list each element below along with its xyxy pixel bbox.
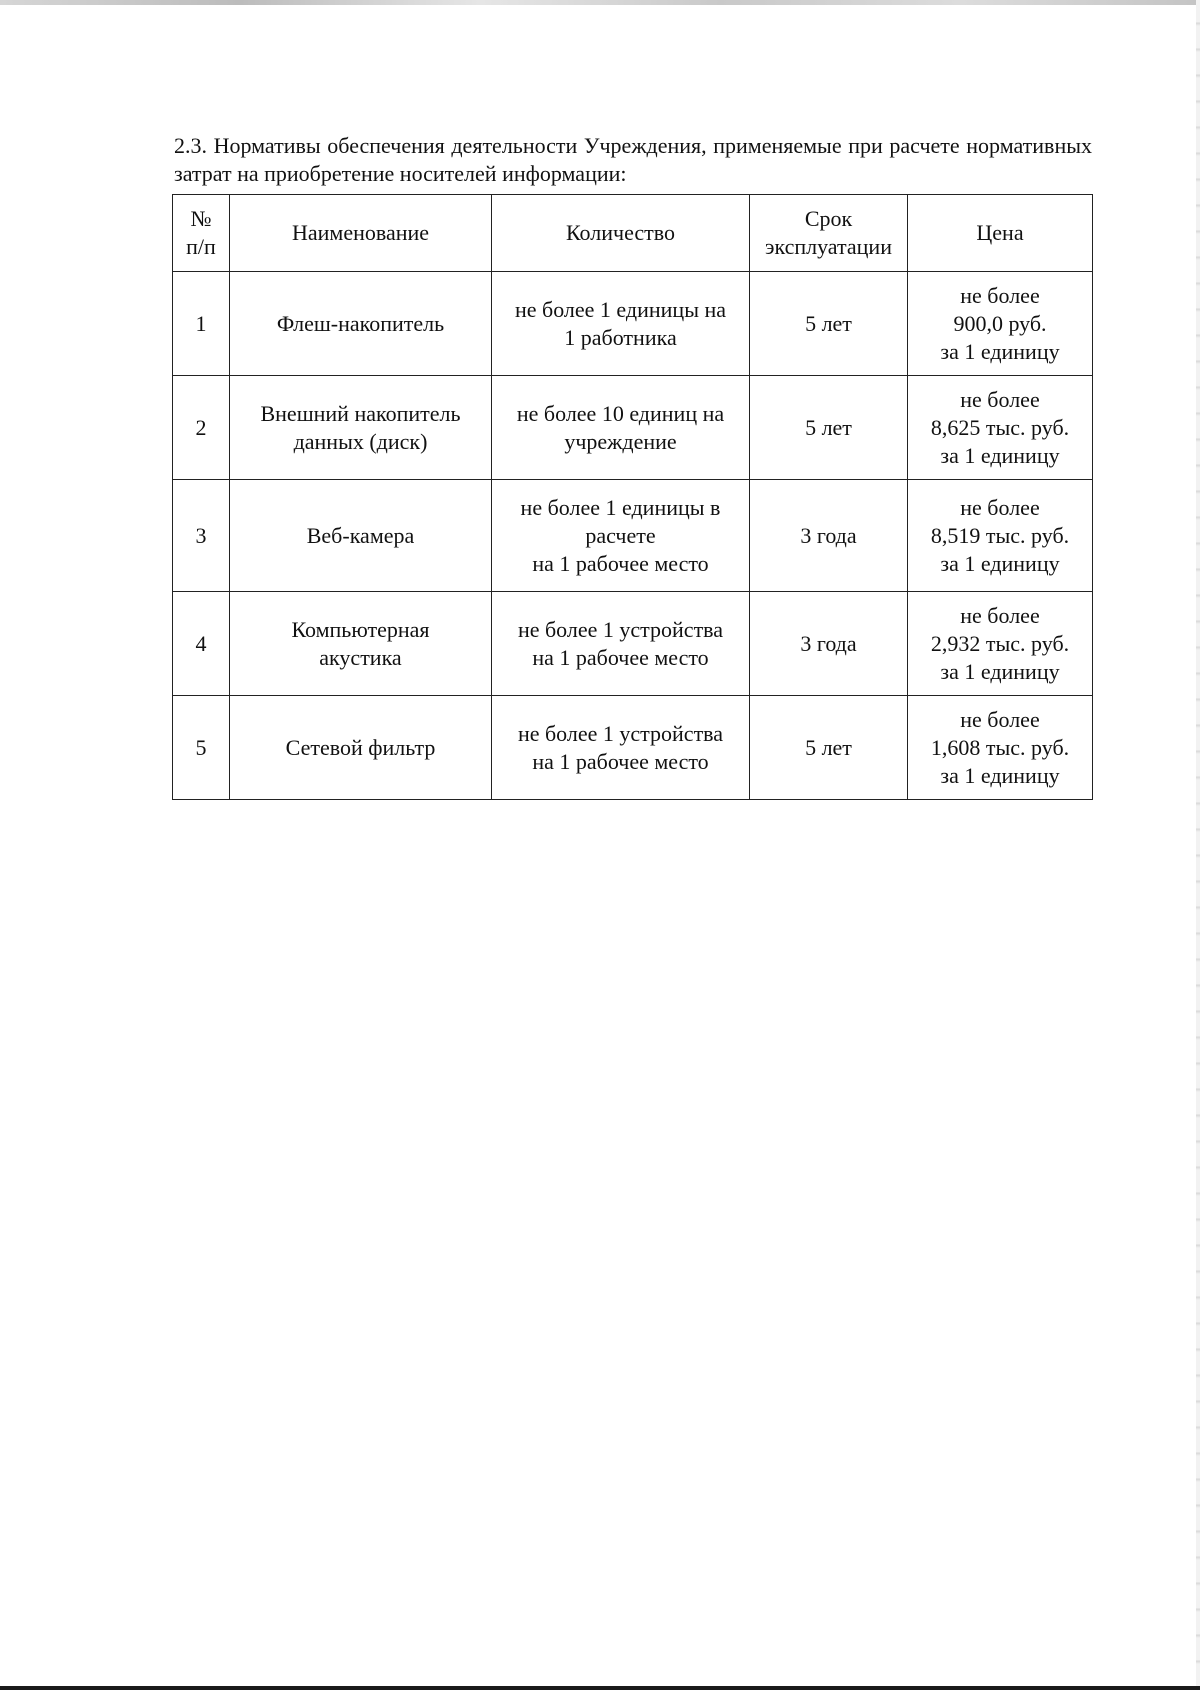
- cell-line: 1,608 тыс. руб.: [930, 734, 1070, 760]
- header-term-line: Срок: [804, 206, 853, 231]
- table-row: [173, 272, 1093, 376]
- cell-price: [908, 696, 1093, 800]
- cell-quantity: [492, 592, 750, 696]
- section-paragraph: 2.3. Нормативы обеспечения деятельности Учреждения, применяемые при расчете нормативных затрат на приобретение носителей информации:: [174, 133, 1092, 186]
- cell-line: не более 1 устройства: [517, 616, 724, 642]
- table-row: [173, 480, 1093, 592]
- cell-line: акустика: [319, 644, 402, 670]
- cell-price: [908, 592, 1093, 696]
- cell-term: 5 лет: [750, 272, 908, 376]
- cell-line: Внешний накопитель: [260, 400, 461, 426]
- cell-line: Веб-камера: [306, 522, 415, 548]
- cell-quantity: [492, 480, 750, 592]
- cell-quantity: [492, 376, 750, 480]
- cell-num: 3: [173, 480, 230, 592]
- header-term-line: эксплуатации: [765, 234, 892, 259]
- cell-line: не более 1 устройства: [517, 720, 724, 746]
- cell-num: 4: [173, 592, 230, 696]
- cell-term: 3 года: [750, 480, 908, 592]
- table-header-row: [173, 195, 1093, 272]
- cell-term: 5 лет: [750, 696, 908, 800]
- cell-line: не более: [960, 282, 1040, 308]
- cell-price: [908, 480, 1093, 592]
- cell-name: [230, 272, 492, 376]
- cell-line: за 1 единицу: [940, 762, 1060, 788]
- cell-line: не более 1 единицы на: [514, 296, 727, 322]
- cell-num: 1: [173, 272, 230, 376]
- cell-line: не более: [960, 386, 1040, 412]
- header-num: [173, 195, 230, 272]
- cell-term: 5 лет: [750, 376, 908, 480]
- cell-name: [230, 480, 492, 592]
- header-name: Наименование: [230, 195, 492, 272]
- cell-line: 900,0 руб.: [953, 310, 1047, 336]
- header-price: Цена: [908, 195, 1093, 272]
- cell-line: расчете: [585, 522, 656, 548]
- cell-quantity: [492, 696, 750, 800]
- cell-line: за 1 единицу: [940, 338, 1060, 364]
- cell-line: за 1 единицу: [940, 658, 1060, 684]
- table-row: [173, 696, 1093, 800]
- table-row: [173, 592, 1093, 696]
- cell-price: [908, 272, 1093, 376]
- cell-line: на 1 рабочее место: [532, 550, 709, 576]
- cell-line: не более: [960, 602, 1040, 628]
- cell-quantity: [492, 272, 750, 376]
- cell-num: 2: [173, 376, 230, 480]
- cell-name: [230, 592, 492, 696]
- cell-num: 5: [173, 696, 230, 800]
- cell-line: не более: [960, 494, 1040, 520]
- cell-line: на 1 рабочее место: [532, 748, 709, 774]
- cell-term: 3 года: [750, 592, 908, 696]
- cell-line: 8,519 тыс. руб.: [930, 522, 1070, 548]
- header-num-line: №: [190, 206, 212, 231]
- cell-line: не более: [960, 706, 1040, 732]
- cell-line: Сетевой фильтр: [285, 734, 436, 760]
- cell-line: 1 работника: [564, 324, 677, 350]
- scan-edge-top: [0, 0, 1200, 5]
- cell-line: учреждение: [564, 428, 677, 454]
- header-quantity: Количество: [492, 195, 750, 272]
- cell-line: за 1 единицу: [940, 550, 1060, 576]
- table-row: [173, 376, 1093, 480]
- header-term: [750, 195, 908, 272]
- cell-line: Компьютерная: [291, 616, 430, 642]
- cell-line: не более 1 единицы в: [520, 494, 721, 520]
- cell-line: Флеш-накопитель: [276, 310, 445, 336]
- cell-line: на 1 рабочее место: [532, 644, 709, 670]
- cell-line: не более 10 единиц на: [516, 400, 725, 426]
- header-num-line: п/п: [186, 234, 216, 259]
- scan-edge-right: [1196, 0, 1200, 1690]
- cell-line: 2,932 тыс. руб.: [930, 630, 1070, 656]
- scan-edge-bottom: [0, 1686, 1200, 1690]
- cell-line: данных (диск): [293, 428, 428, 454]
- cell-line: 8,625 тыс. руб.: [930, 414, 1070, 440]
- cell-price: [908, 376, 1093, 480]
- cell-name: [230, 696, 492, 800]
- norms-table: [172, 194, 1093, 800]
- cell-line: за 1 единицу: [940, 442, 1060, 468]
- cell-name: [230, 376, 492, 480]
